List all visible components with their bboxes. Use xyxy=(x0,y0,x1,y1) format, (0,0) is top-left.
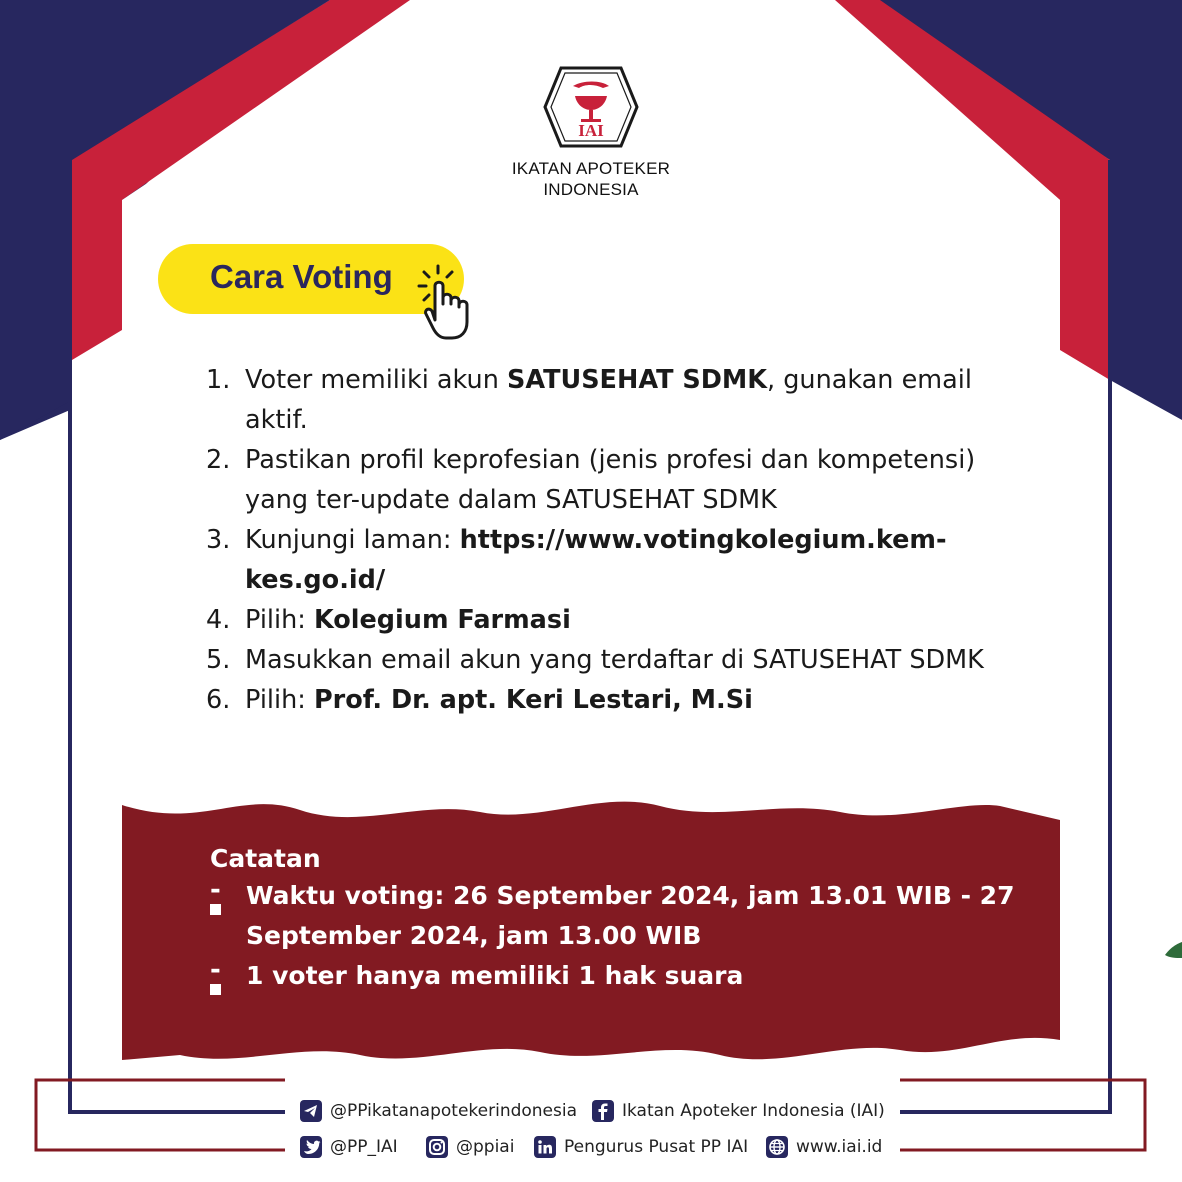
step-text: Kunjungi laman: https://www.votingkolegium.kem-kes.go.id/ xyxy=(245,525,947,595)
voting-url-link[interactable]: https://www.votingkolegium.kem-kes.go.id/ xyxy=(245,525,947,595)
twitter-link[interactable] xyxy=(300,1136,398,1158)
step-text: Voter memiliki akun SATUSEHAT SDMK, gunakan email aktif. xyxy=(245,365,972,435)
note-item xyxy=(210,956,1030,996)
linkedin-link[interactable] xyxy=(534,1136,748,1158)
step-text: Pastikan profil keprofesian (jenis profesi dan kompetensi) yang ter-update dalam SATUSEHAT SDMK xyxy=(245,445,976,515)
note-text: 1 voter hanya memiliki 1 hak suara xyxy=(246,961,744,990)
cara-voting-label: Cara Voting xyxy=(210,258,393,295)
step-text: Masukkan email akun yang terdaftar di SATUSEHAT SDMK xyxy=(245,645,984,675)
step-number: 3. xyxy=(206,525,231,555)
facebook-label: Ikatan Apoteker Indonesia (IAI) xyxy=(622,1101,885,1121)
note-text: Waktu voting: 26 September 2024, jam 13.01 WIB - 27 September 2024, jam 13.00 WIB xyxy=(246,881,1015,950)
catatan-section xyxy=(210,842,1030,996)
catatan-title: Catatan xyxy=(210,844,321,873)
linkedin-icon xyxy=(534,1136,556,1158)
step-number: 5. xyxy=(206,645,231,675)
list-item xyxy=(206,600,1006,640)
step-number: 4. xyxy=(206,605,231,635)
step-number: 1. xyxy=(206,365,231,395)
telegram-label: @PPikatanapotekerindonesia xyxy=(330,1101,578,1121)
telegram-link[interactable] xyxy=(300,1100,577,1122)
logo-mark-text: IAI xyxy=(578,121,604,140)
hand-pointer-click-icon xyxy=(416,262,486,342)
facebook-icon xyxy=(592,1100,614,1122)
list-item xyxy=(206,520,1006,600)
org-name-line1: IKATAN APOTEKER xyxy=(511,159,671,178)
bullet-icon xyxy=(210,956,246,996)
twitter-icon xyxy=(300,1136,322,1158)
step-number: 6. xyxy=(206,685,231,715)
step-text: Pilih: Prof. Dr. apt. Keri Lestari, M.Si xyxy=(245,685,753,715)
list-item xyxy=(206,680,1006,720)
voting-steps-list xyxy=(206,360,1006,720)
iai-logo xyxy=(543,66,639,148)
globe-icon xyxy=(766,1136,788,1158)
org-name-line2: INDONESIA xyxy=(543,180,639,199)
step-number: 2. xyxy=(206,445,231,475)
instagram-link[interactable] xyxy=(426,1136,514,1158)
list-item xyxy=(206,640,1006,680)
facebook-link[interactable] xyxy=(592,1100,885,1122)
instagram-label: @ppiai xyxy=(456,1137,515,1157)
list-item xyxy=(206,360,1006,440)
website-label: www.iai.id xyxy=(796,1137,883,1157)
organization-name xyxy=(480,158,702,200)
instagram-icon xyxy=(426,1136,448,1158)
website-link[interactable] xyxy=(766,1136,882,1158)
telegram-icon xyxy=(300,1100,322,1122)
twitter-label: @PP_IAI xyxy=(330,1137,398,1157)
linkedin-label: Pengurus Pusat PP IAI xyxy=(564,1137,749,1157)
bullet-icon xyxy=(210,876,246,956)
step-text: Pilih: Kolegium Farmasi xyxy=(245,605,571,635)
list-item xyxy=(206,440,1006,520)
note-item xyxy=(210,876,1030,956)
